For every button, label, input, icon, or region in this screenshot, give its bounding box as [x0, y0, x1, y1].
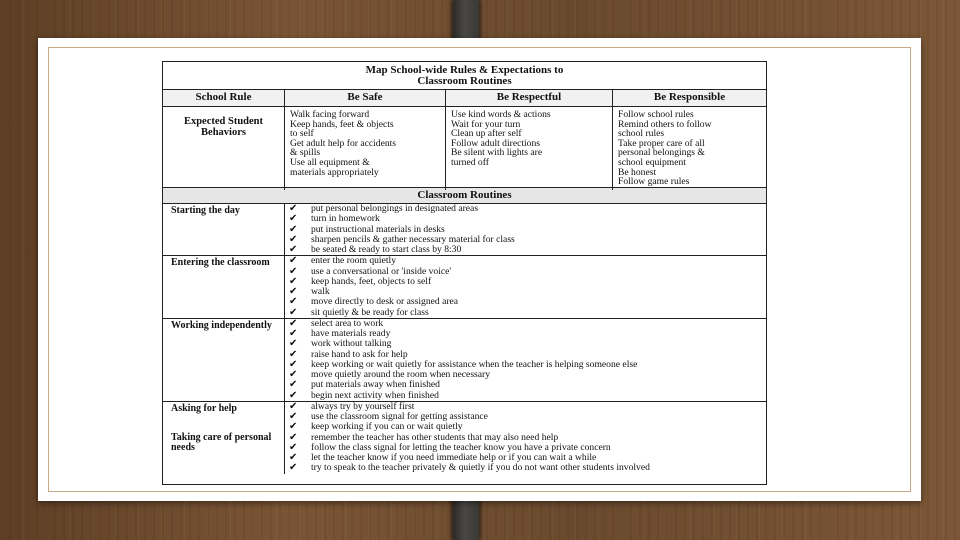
routine-item-text: remember the teacher has other students that may also need help: [311, 431, 559, 443]
be-safe-line: Get adult help for accidents: [290, 137, 397, 149]
routine-item: [289, 380, 766, 390]
checkmark-icon: ✔: [289, 358, 298, 370]
be-respectful-line: turned off: [451, 156, 489, 168]
routine-label-cell: [163, 204, 285, 255]
routine-label: Working independently: [171, 319, 272, 331]
be-safe-line: materials appropriately: [290, 166, 379, 178]
routine-sub-label: Taking care of personal needs: [171, 431, 272, 453]
routine-item-text: turn in homework: [311, 213, 380, 225]
checkmark-icon: ✔: [289, 389, 298, 401]
routine-item-text: put materials away when finished: [311, 379, 440, 391]
routine-items: [285, 402, 766, 474]
be-safe-line: Keep hands, feet & objects: [290, 118, 394, 130]
be-responsible-line: personal belongings &: [618, 147, 705, 159]
header-be-responsible: Be Responsible: [653, 91, 726, 103]
routine-section: [163, 256, 766, 319]
be-responsible-line: Be honest: [618, 166, 657, 178]
routine-item-text: move directly to desk or assigned area: [311, 296, 459, 308]
checkmark-icon: ✔: [289, 348, 298, 360]
checkmark-icon: ✔: [289, 286, 298, 297]
routines-header: Classroom Routines: [163, 188, 766, 204]
be-safe-cell: [285, 107, 446, 190]
be-safe-line: to self: [290, 128, 314, 140]
routine-item-text: have materials ready: [311, 328, 391, 339]
checkmark-icon: ✔: [289, 411, 298, 422]
routine-section: [163, 319, 766, 402]
routine-item-text: raise hand to ask for help: [311, 348, 408, 360]
routine-item-text: put personal belongings in designated areas: [311, 203, 479, 214]
behaviors-row: [163, 107, 766, 188]
be-safe-line: Walk facing forward: [290, 109, 370, 120]
be-respectful-line: Use kind words & actions: [451, 109, 551, 120]
routine-label-cell: [163, 402, 285, 474]
routine-item-text: always try by yourself first: [311, 400, 415, 412]
routine-item-text: sit quietly & be ready for class: [311, 306, 429, 318]
routine-section: [163, 402, 766, 474]
be-respectful-cell: [446, 107, 613, 190]
routine-label: Starting the day: [171, 205, 240, 216]
routine-item-text: sharpen pencils & gather necessary material for class: [311, 233, 515, 245]
routine-item: [289, 308, 766, 318]
routine-item-text: use the classroom signal for getting assistance: [311, 411, 488, 422]
be-responsible-line: Follow game rules: [618, 176, 690, 188]
routine-item: [289, 422, 766, 432]
checkmark-icon: ✔: [289, 213, 298, 225]
routine-item: [289, 245, 766, 255]
routine-item-text: move quietly around the room when necessary: [311, 369, 491, 380]
checkmark-icon: ✔: [289, 400, 298, 412]
checkmark-icon: ✔: [289, 369, 298, 380]
routine-label-cell: [163, 256, 285, 318]
document-title: [163, 62, 766, 90]
table-header-row: [163, 90, 766, 107]
checkmark-icon: ✔: [289, 452, 298, 463]
be-responsible-line: Follow school rules: [618, 109, 694, 120]
routine-item: [289, 339, 766, 349]
be-responsible-line: Take proper care of all: [618, 137, 705, 149]
routine-item-text: begin next activity when finished: [311, 389, 439, 401]
routine-item-text: select area to work: [311, 317, 384, 329]
rules-document: [162, 61, 767, 485]
be-responsible-line: school equipment: [618, 156, 686, 168]
routine-item-text: keep hands, feet, objects to self: [311, 275, 432, 287]
routines-table: [163, 204, 766, 474]
routine-item-text: let the teacher know if you need immediate help or if you can wait a while: [311, 452, 597, 463]
routine-item: [289, 391, 766, 401]
routine-item: [289, 214, 766, 224]
routine-item: [289, 463, 766, 473]
routine-items: [285, 319, 766, 401]
routine-item: [289, 277, 766, 287]
title-line-1: Map School-wide Rules & Expectations to: [365, 64, 564, 76]
routine-label: Asking for help: [171, 402, 237, 414]
be-respectful-line: Clean up after self: [451, 128, 522, 140]
be-respectful-line: Follow adult directions: [451, 137, 540, 149]
checkmark-icon: ✔: [289, 203, 298, 214]
checkmark-icon: ✔: [289, 431, 298, 443]
slide-card: [38, 38, 921, 501]
be-respectful-line: Wait for your turn: [451, 118, 521, 130]
checkmark-icon: ✔: [289, 306, 298, 318]
routine-item-text: try to speak to the teacher privately & quietly if you do not want other students involved: [311, 462, 650, 474]
routine-section: [163, 204, 766, 256]
checkmark-icon: ✔: [289, 233, 298, 245]
checkmark-icon: ✔: [289, 223, 298, 235]
be-responsible-line: Remind others to follow: [618, 118, 712, 130]
routine-label-cell: [163, 319, 285, 401]
be-respectful-line: Be silent with lights are: [451, 147, 543, 159]
be-responsible-line: school rules: [618, 128, 665, 140]
routine-item-text: follow the class signal for letting the teacher know you have a private concern: [311, 441, 611, 453]
routine-item-text: keep working or wait quietly for assistance when the teacher is helping someone else: [311, 358, 638, 370]
checkmark-icon: ✔: [289, 296, 298, 308]
checkmark-icon: ✔: [289, 255, 298, 267]
routine-item-text: put instructional materials in desks: [311, 223, 445, 235]
routine-items: [285, 204, 766, 255]
header-be-safe: Be Safe: [285, 90, 446, 106]
routine-item-text: work without talking: [311, 338, 392, 350]
checkmark-icon: ✔: [289, 328, 298, 339]
header-be-respectful: Be Respectful: [446, 90, 613, 106]
routine-item-text: walk: [311, 286, 330, 297]
checkmark-icon: ✔: [289, 244, 298, 255]
checkmark-icon: ✔: [289, 275, 298, 287]
be-responsible-cell: [613, 107, 766, 190]
routine-item: [289, 297, 766, 307]
checkmark-icon: ✔: [289, 338, 298, 350]
checkmark-icon: ✔: [289, 441, 298, 453]
checkmark-icon: ✔: [289, 379, 298, 391]
header-school-rule: School Rule: [163, 90, 285, 106]
be-safe-line: Use all equipment &: [290, 156, 370, 168]
checkmark-icon: ✔: [289, 462, 298, 474]
checkmark-icon: ✔: [289, 421, 298, 433]
routine-item-text: use a conversational or 'inside voice': [311, 265, 452, 277]
routine-items: [285, 256, 766, 318]
checkmark-icon: ✔: [289, 317, 298, 329]
routine-item-text: keep working if you can or wait quietly: [311, 421, 463, 433]
title-line-2: Classroom Routines: [417, 74, 512, 87]
behaviors-label: Expected Student Behaviors: [163, 107, 285, 190]
checkmark-icon: ✔: [289, 265, 298, 277]
routine-item-text: enter the room quietly: [311, 255, 396, 267]
routine-item-text: be seated & ready to start class by 8:30: [311, 244, 462, 255]
routine-item: [289, 256, 766, 266]
be-safe-line: & spills: [290, 147, 321, 159]
routine-label: Entering the classroom: [171, 257, 270, 269]
